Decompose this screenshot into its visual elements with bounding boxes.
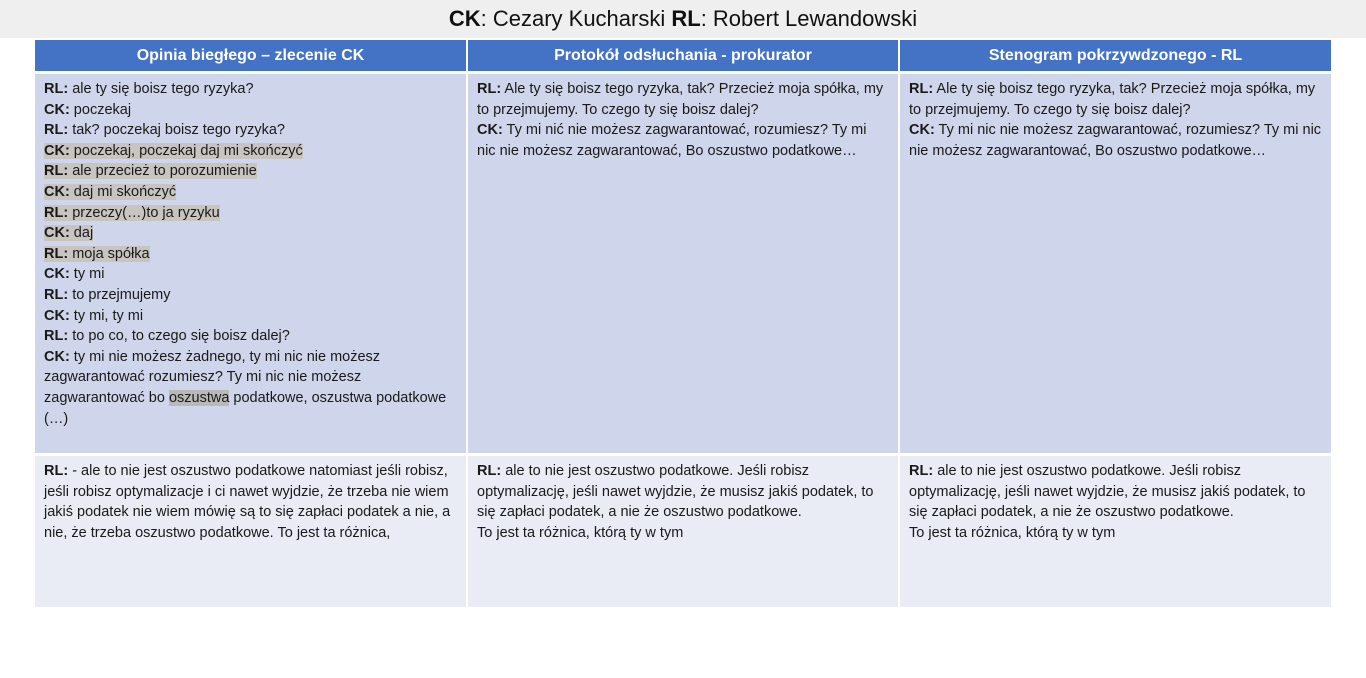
slide-title: [0, 0, 1366, 38]
highlighted-word: oszustwa: [168, 389, 230, 406]
speaker-label: RL:: [909, 463, 934, 479]
dialogue-text: moja spółka: [68, 245, 150, 262]
dialogue-line: [477, 461, 889, 523]
dialogue-text: To jest ta różnica, którą ty w tym: [909, 524, 1116, 541]
speaker-label: CK:: [909, 122, 935, 139]
speaker-label: RL:: [44, 81, 69, 97]
dialogue-text: Ale ty się boisz tego ryzyka, tak? Przecież moja spółka, my to przejmujemy. To czego ty się boisz dalej?: [477, 81, 884, 118]
speaker-label: RL:: [44, 163, 69, 180]
speaker-label: RL:: [477, 463, 502, 479]
speaker-label: RL:: [909, 81, 934, 97]
dialogue-text: Ty mi nic nie możesz zagwarantować, rozumiesz? Ty mi nic nie możesz zagwarantować, Bo oszustwo podatkowe…: [909, 122, 1322, 159]
title-ck-name: : Cezary Kucharski: [480, 6, 672, 31]
table-row: [35, 73, 1331, 455]
dialogue-text: ty mi, ty mi: [69, 307, 144, 324]
cell-row1-col3: [899, 73, 1331, 455]
dialogue-text: poczekaj, poczekaj daj mi skończyć: [69, 142, 303, 159]
dialogue-line: [44, 244, 457, 265]
dialogue-text: tak? poczekaj boisz tego ryzyka?: [68, 122, 285, 139]
dialogue-text: ty mi nie możesz żadnego, ty mi nic nie możesz zagwarantować rozumiesz? Ty mi nic nie możesz zagwarantować bo: [44, 348, 381, 406]
dialogue-text: Ty mi nić nie możesz zagwarantować, rozumiesz? Ty mi nic nie możesz zagwarantować, Bo oszustwo podatkowe…: [477, 122, 867, 159]
dialogue-line: [477, 120, 889, 161]
dialogue-text: Ale ty się boisz tego ryzyka, tak? Przecież moja spółka, my to przejmujemy. To czego ty się boisz dalej?: [909, 81, 1316, 118]
dialogue-text: ale to nie jest oszustwo podatkowe. Jeśli robisz optymalizację, jeśli nawet wyjdzie, że musisz jakiś podatek, to się zapłaci podatek, a nie że oszustwo podatkowe.: [909, 463, 1306, 521]
dialogue-text: - ale to nie jest oszustwo podatkowe natomiast jeśli robisz, jeśli robisz optymalizacje i ci nawet wyjdzie, że trzeba nie wiem jakiś podatek nie wiem mówię są to się zapłaci podatek a nie, a nie, że trzeba oszustwo podatkowe. To jest ta różnica,: [44, 463, 451, 541]
speaker-label: CK:: [44, 225, 70, 242]
column-header-victim-transcript: Stenogram pokrzywdzonego - RL: [899, 40, 1331, 73]
dialogue-line: [44, 306, 457, 327]
dialogue-text: ale przecież to porozumienie: [68, 163, 257, 180]
speaker-label: RL:: [477, 81, 502, 97]
speaker-label: CK:: [44, 183, 70, 200]
highlighted-line: [44, 184, 176, 200]
speaker-label: CK:: [44, 266, 70, 283]
dialogue-text: ale ty się boisz tego ryzyka?: [68, 81, 254, 97]
dialogue-line: [909, 79, 1322, 120]
title-rl-name: : Robert Lewandowski: [700, 6, 918, 31]
speaker-label: CK:: [477, 122, 503, 139]
dialogue-text: daj: [69, 225, 94, 242]
dialogue-line: [909, 120, 1322, 161]
highlighted-line: [44, 205, 220, 221]
dialogue-text: ale to nie jest oszustwo podatkowe. Jeśli robisz optymalizację, jeśli nawet wyjdzie, że musisz jakiś podatek, to się zapłaci podatek, a nie że oszustwo podatkowe.: [477, 463, 874, 521]
speaker-label: RL:: [44, 204, 69, 221]
dialogue-line: [44, 347, 457, 429]
dialogue-line: [44, 203, 457, 224]
highlighted-line: [44, 225, 93, 241]
table-row: [35, 455, 1331, 608]
dialogue-text: przeczy(…)to ja ryzyku: [68, 204, 220, 221]
dialogue-line: [909, 461, 1322, 523]
speaker-label: RL:: [44, 463, 69, 479]
highlighted-line: [44, 246, 150, 262]
title-rl-abbr: RL: [671, 6, 701, 31]
dialogue-text: poczekaj: [69, 101, 132, 118]
dialogue-line: [44, 223, 457, 244]
comparison-table: [35, 40, 1331, 607]
dialogue-text: podatkowe, oszustwa podatkowe (…): [44, 389, 447, 427]
cell-row1-col2: [467, 73, 899, 455]
dialogue-line: [44, 285, 457, 306]
dialogue-line: [44, 79, 457, 100]
cell-row1-col1: [35, 73, 467, 455]
dialogue-line: [44, 182, 457, 203]
title-ck-abbr: CK: [448, 6, 481, 31]
column-header-prosecutor-protocol: Protokół odsłuchania - prokurator: [467, 40, 899, 73]
header-row: [35, 40, 1331, 73]
dialogue-line: [44, 264, 457, 285]
cell-row2-col1: [35, 455, 467, 608]
highlighted-line: [44, 163, 257, 179]
dialogue-line: [44, 326, 457, 347]
speaker-label: RL:: [44, 286, 69, 303]
dialogue-line: [477, 79, 889, 120]
dialogue-text: To jest ta różnica, którą ty w tym: [477, 524, 684, 541]
highlighted-line: [44, 143, 303, 159]
speaker-label: RL:: [44, 245, 69, 262]
dialogue-text: ty mi: [69, 266, 105, 283]
speaker-label: CK:: [44, 348, 70, 365]
cell-row2-col2: [467, 455, 899, 608]
dialogue-text: to przejmujemy: [68, 286, 171, 303]
dialogue-line: [44, 161, 457, 182]
dialogue-line: [44, 120, 457, 141]
dialogue-text: daj mi skończyć: [69, 183, 177, 200]
column-header-expert-opinion: Opinia biegłego – zlecenie CK: [35, 40, 467, 73]
cell-row2-col3: [899, 455, 1331, 608]
speaker-label: CK:: [44, 101, 70, 118]
speaker-label: RL:: [44, 328, 69, 345]
speaker-label: CK:: [44, 307, 70, 324]
dialogue-line: [44, 100, 457, 121]
dialogue-text: to po co, to czego się boisz dalej?: [68, 328, 290, 345]
speaker-label: RL:: [44, 122, 69, 139]
dialogue-line: [44, 141, 457, 162]
dialogue-line: [44, 461, 457, 543]
speaker-label: CK:: [44, 142, 70, 159]
